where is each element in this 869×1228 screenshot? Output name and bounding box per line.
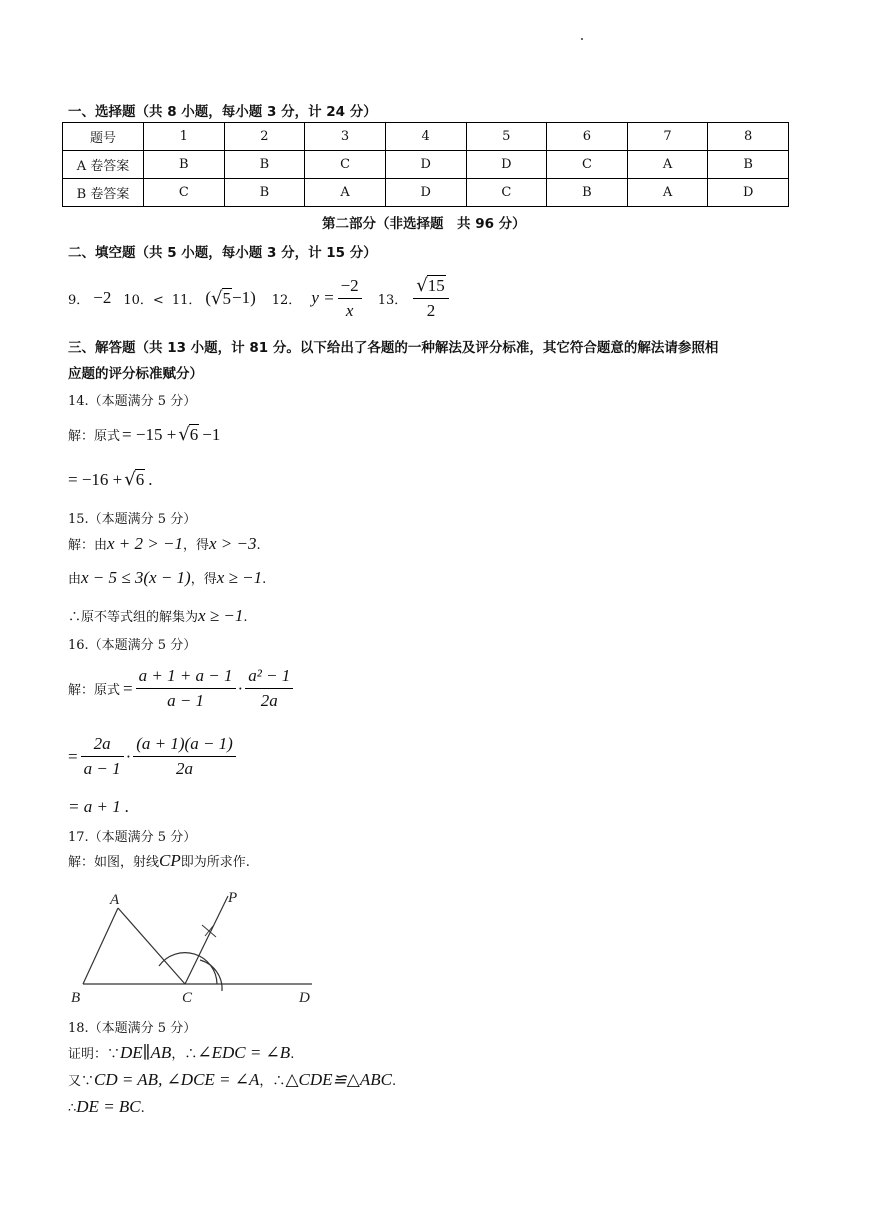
- q18-math: DE = BC: [76, 1097, 141, 1116]
- q18-heading: 18.（本题满分 5 分）: [68, 1021, 197, 1036]
- q16-eq: =: [123, 678, 133, 698]
- q14-line2: [68, 469, 153, 490]
- q16-numerator-3: 2a: [81, 734, 124, 757]
- q14-heading: 14.（本题满分 5 分）: [68, 394, 197, 409]
- q18-text: 又∵: [68, 1074, 95, 1089]
- q18-text: ，∴: [171, 1047, 198, 1062]
- q16-denominator-3: a − 1: [83, 759, 121, 778]
- q18-text: ∴: [68, 1101, 77, 1116]
- sqrt-icon: √: [124, 469, 136, 490]
- q10-label: 10．<: [123, 292, 164, 308]
- q18-line2: [68, 1070, 396, 1090]
- q16-numerator-1: a + 1 + a − 1: [136, 666, 236, 689]
- q15-text: ，得: [182, 538, 209, 553]
- q15-line2: [68, 568, 266, 588]
- q14-result: = −16 +: [68, 469, 123, 489]
- table-cell: 3: [305, 123, 386, 151]
- table-cell: 6: [547, 123, 628, 151]
- table-cell: 2: [224, 123, 305, 151]
- q18-text: .: [140, 1101, 145, 1116]
- q17-text: 解：如图，射线: [68, 855, 160, 870]
- table-cell: B: [708, 151, 789, 179]
- q14-result-radicand: 6: [135, 470, 145, 489]
- table-cell: A: [305, 179, 386, 207]
- q14-expr: = −15 +: [122, 424, 177, 444]
- q13-fraction: [413, 275, 448, 321]
- sqrt-icon: √: [416, 275, 428, 296]
- point-label-a: A: [110, 892, 120, 908]
- table-row: [63, 151, 789, 179]
- table-cell: C: [547, 151, 628, 179]
- q16-denominator-4: 2a: [176, 759, 194, 778]
- table-cell: 4: [385, 123, 466, 151]
- q13-denominator: 2: [426, 301, 436, 320]
- answer-table: [62, 122, 789, 207]
- sqrt-icon: √: [178, 424, 190, 445]
- table-cell: 8: [708, 123, 789, 151]
- q16-fraction-2: [245, 666, 293, 711]
- q11-close: −1): [232, 288, 256, 307]
- q15-math: x > −3: [209, 534, 257, 553]
- table-cell: B: [547, 179, 628, 207]
- table-cell: B: [144, 151, 225, 179]
- q17-figure: [60, 880, 330, 1010]
- point-label-p: P: [228, 890, 238, 906]
- q18-math: DE∥AB: [120, 1043, 172, 1062]
- section-3-title-line1: 三、解答题（共 13 小题，计 81 分。以下给出了各题的一种解法及评分标准，其它符合题意的解法请参照相: [68, 340, 719, 356]
- q16-result: = a + 1 .: [68, 797, 130, 816]
- q16-fraction-3: [81, 734, 124, 779]
- q15-math: x ≥ −1: [198, 606, 244, 625]
- q18-text: ，∴: [259, 1074, 286, 1089]
- q18-line1: [68, 1043, 294, 1063]
- q18-text: .: [290, 1047, 295, 1062]
- q15-text: ∴原不等式组的解集为: [68, 610, 199, 625]
- q14-radicand: 6: [189, 425, 199, 444]
- table-cell: D: [385, 151, 466, 179]
- q12-lhs: y =: [311, 288, 335, 307]
- q15-text: .: [262, 572, 267, 587]
- q12-numerator: −2: [338, 276, 362, 299]
- q16-line1: [68, 666, 293, 711]
- q14-period: .: [148, 469, 153, 489]
- table-cell: C: [144, 179, 225, 207]
- q18-math: ∠EDC = ∠B: [197, 1043, 291, 1062]
- q16-denominator-1: a − 1: [167, 691, 205, 710]
- point-label-d: D: [299, 990, 310, 1006]
- table-cell: A 卷答案: [63, 151, 144, 179]
- q17-heading: 17.（本题满分 5 分）: [68, 830, 197, 845]
- q18-text: .: [391, 1074, 397, 1089]
- q16-label: 解：原式: [68, 683, 121, 698]
- q13-radicand: 15: [427, 276, 445, 295]
- q16-eq: =: [68, 746, 78, 766]
- table-header-row: [63, 123, 789, 151]
- q18-math: △CDE≌△ABC: [285, 1070, 392, 1089]
- q16-dot: ·: [125, 746, 132, 766]
- arc-construction: [200, 960, 222, 991]
- q11-open: (: [205, 288, 212, 307]
- arc-angle-a: [159, 953, 217, 984]
- q17-math: CP: [159, 851, 181, 870]
- q9-answer: −2: [93, 288, 112, 307]
- q15-heading: 15.（本题满分 5 分）: [68, 512, 197, 527]
- table-cell: C: [305, 151, 386, 179]
- q11-label: 11．: [171, 292, 202, 308]
- q11-radicand: 5: [222, 288, 232, 308]
- q18-math: CD = AB, ∠DCE = ∠A: [94, 1070, 260, 1089]
- q15-text: ，得: [190, 572, 217, 587]
- point-label-c: C: [182, 990, 193, 1006]
- q16-numerator-4: (a + 1)(a − 1): [133, 734, 236, 757]
- q15-line1: [68, 534, 261, 554]
- q16-line2: [68, 734, 236, 779]
- segment-ac: [118, 908, 185, 984]
- section-1-title: 一、选择题（共 8 小题，每小题 3 分，计 24 分）: [68, 104, 377, 120]
- sqrt-icon: √: [211, 287, 223, 309]
- q12-label: 12．: [271, 292, 302, 308]
- q15-math: x + 2 > −1: [107, 534, 183, 553]
- q13-numerator: [413, 275, 448, 299]
- q18-text: 证明：∵: [68, 1047, 121, 1062]
- table-cell: 7: [627, 123, 708, 151]
- page-dot: [581, 38, 583, 40]
- q15-text: .: [256, 538, 261, 553]
- q15-math: x − 5 ≤ 3(x − 1): [81, 568, 191, 587]
- q16-numerator-2: a² − 1: [245, 666, 293, 689]
- q9-label: 9．: [68, 292, 90, 308]
- q14-label: 解：原式: [68, 429, 121, 444]
- table-cell: 1: [144, 123, 225, 151]
- q16-fraction-4: [133, 734, 236, 779]
- q17-line1: [68, 851, 250, 871]
- q16-dot: ·: [237, 678, 244, 698]
- q15-text: 由: [68, 572, 82, 587]
- q16-denominator-2: 2a: [260, 691, 278, 710]
- q14-expr-tail: −1: [202, 424, 221, 444]
- q14-line1: [68, 424, 220, 445]
- table-row: [63, 179, 789, 207]
- table-cell: C: [466, 179, 547, 207]
- q15-math: x ≥ −1: [216, 568, 263, 587]
- q13-label: 13．: [377, 292, 408, 308]
- ray-cp: [185, 896, 228, 984]
- part-2-title: 第二部分（非选择题 共 96 分）: [322, 216, 526, 232]
- section-3-title-line2: 应题的评分标准赋分）: [68, 366, 203, 382]
- point-label-b: B: [71, 990, 81, 1006]
- table-cell: B: [224, 151, 305, 179]
- q15-text: 解：由: [68, 538, 108, 553]
- q17-text: 即为所求作.: [180, 855, 250, 870]
- section-2-title: 二、填空题（共 5 小题，每小题 3 分，计 15 分）: [68, 245, 377, 261]
- table-cell: B 卷答案: [63, 179, 144, 207]
- q18-line3: [68, 1097, 145, 1117]
- fill-in-answers: [68, 274, 449, 322]
- q15-text: .: [243, 610, 248, 625]
- table-cell: B: [224, 179, 305, 207]
- q12-denominator: x: [345, 300, 354, 320]
- q15-line3: [68, 606, 248, 626]
- table-cell: 5: [466, 123, 547, 151]
- q16-heading: 16.（本题满分 5 分）: [68, 638, 197, 653]
- table-cell: A: [627, 179, 708, 207]
- q16-fraction-1: [136, 666, 236, 711]
- table-cell: 题号: [63, 123, 144, 151]
- q12-fraction: [338, 276, 362, 321]
- table-cell: D: [708, 179, 789, 207]
- table-cell: A: [627, 151, 708, 179]
- table-cell: D: [385, 179, 466, 207]
- segment-ab: [83, 908, 118, 984]
- table-cell: D: [466, 151, 547, 179]
